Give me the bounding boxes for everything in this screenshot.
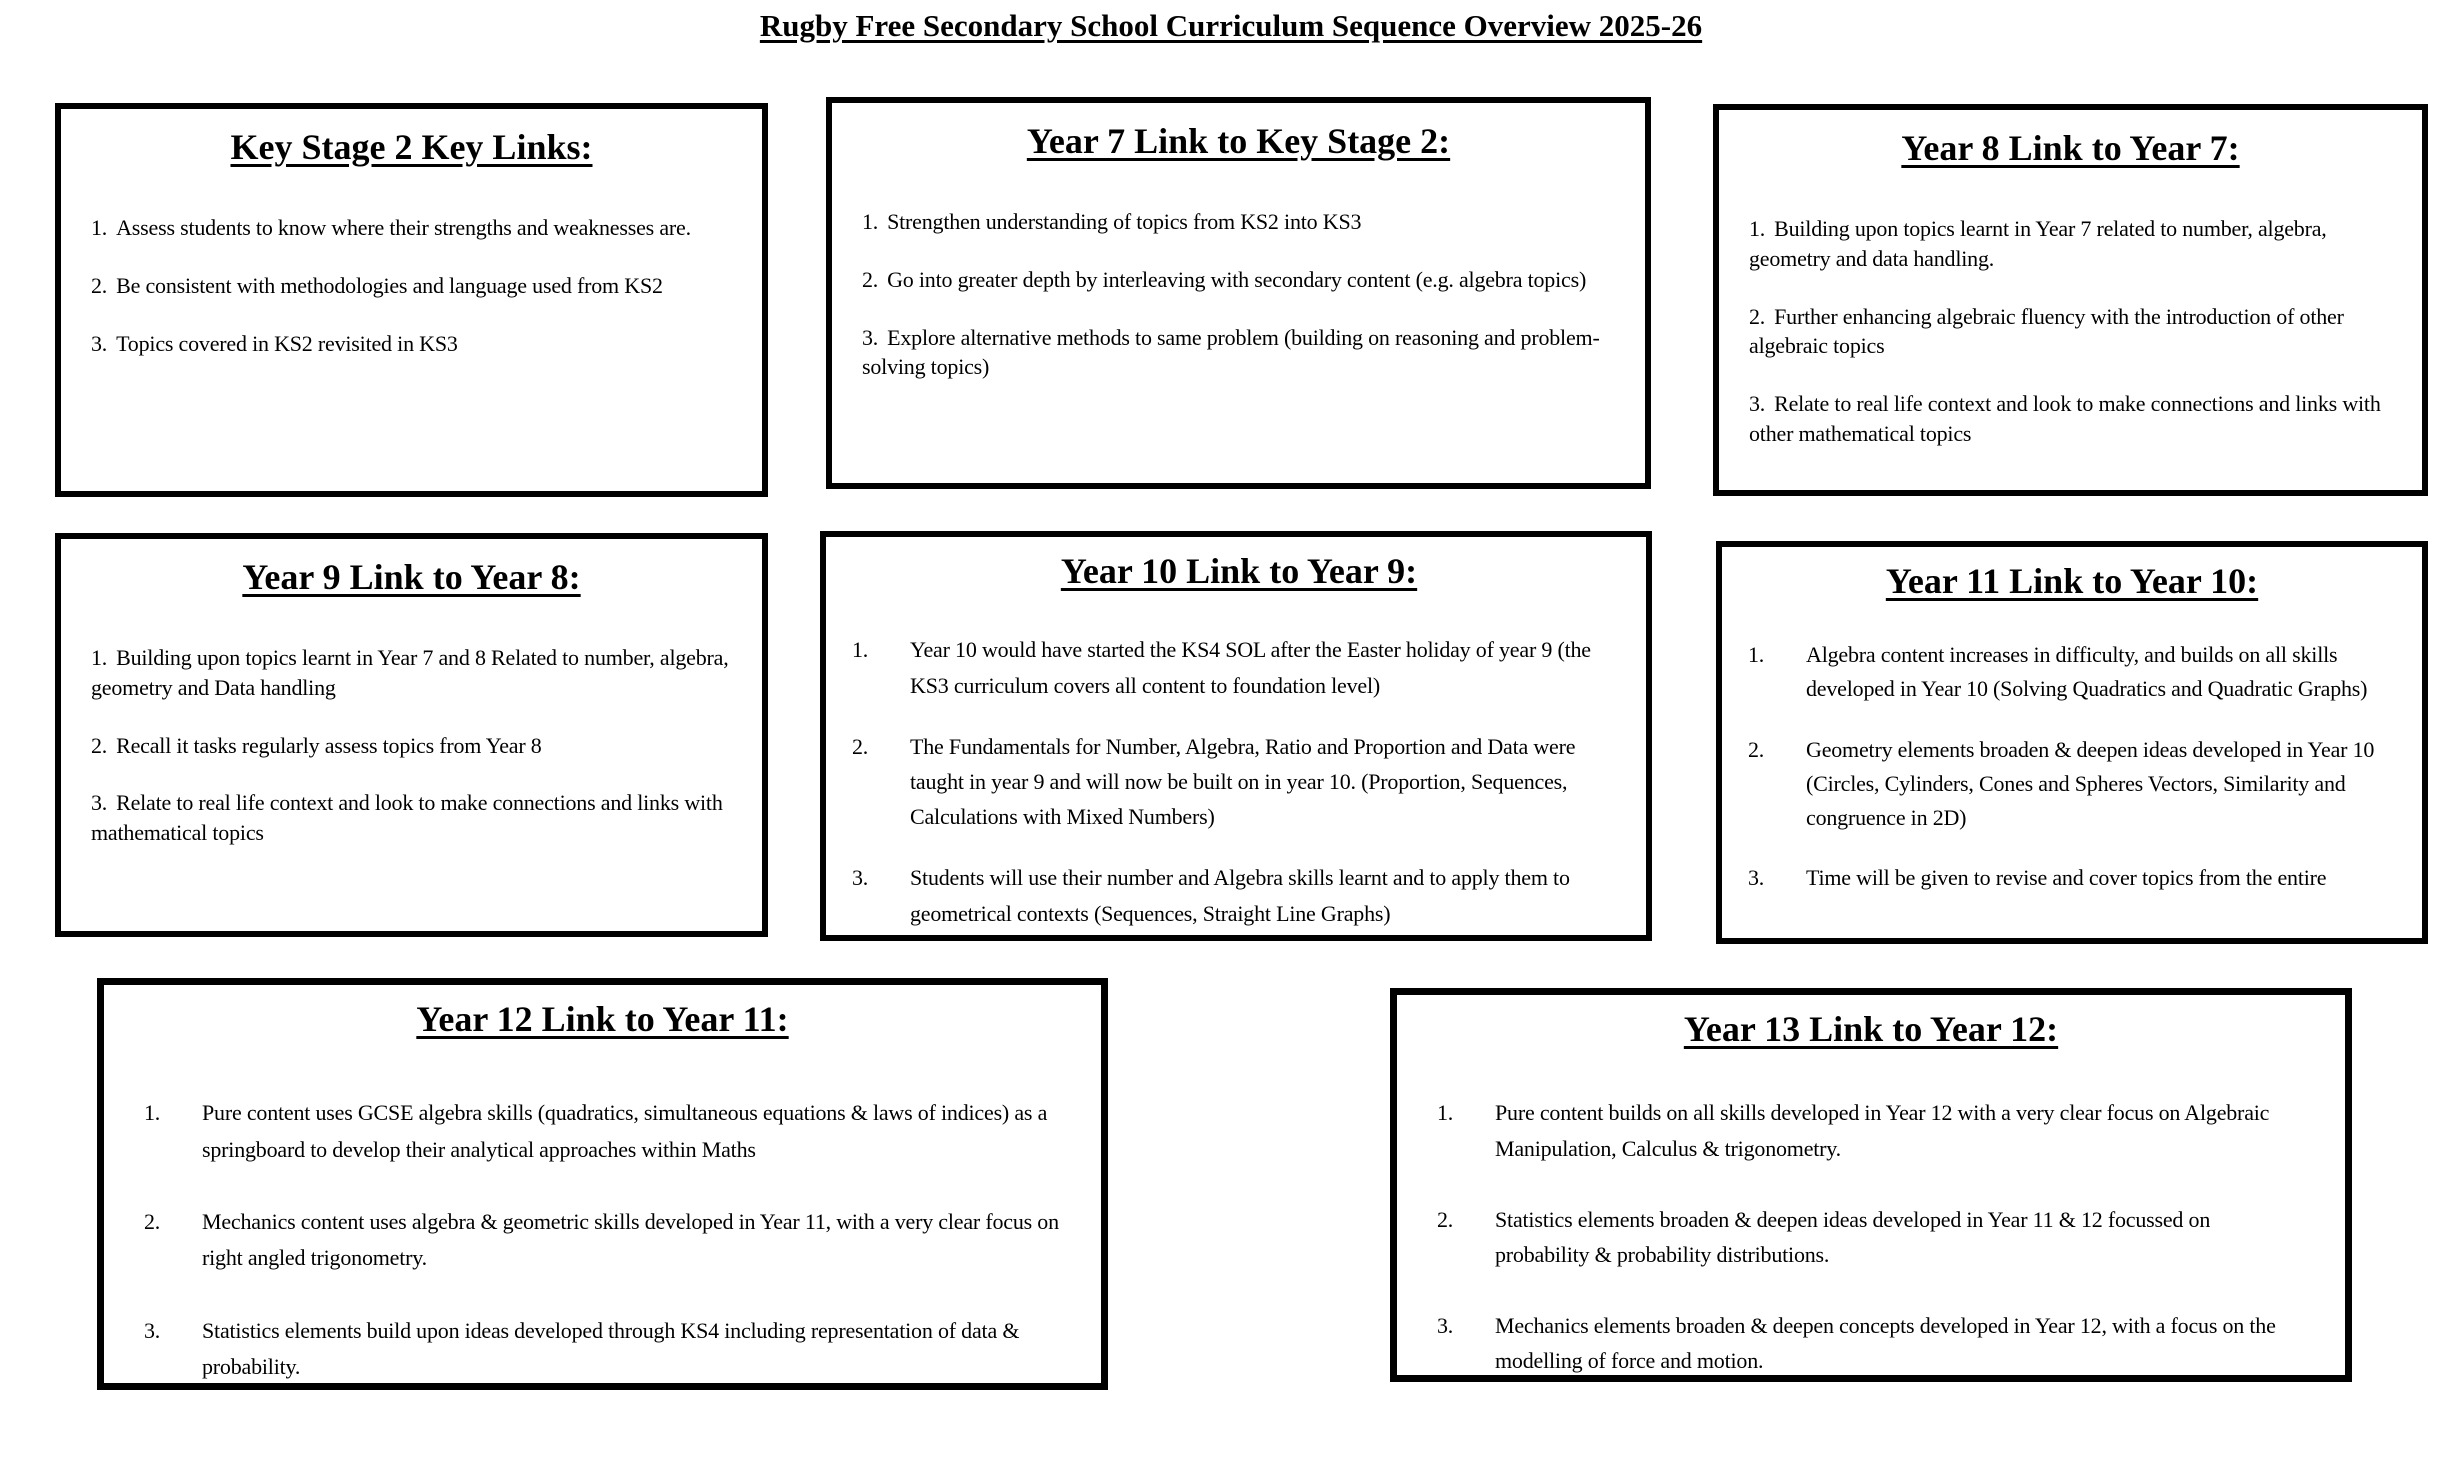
item-text: Topics covered in KS2 revisited in KS3 <box>116 330 458 356</box>
item-text: Relate to real life context and look to make connections and links with other mathematical topics <box>1749 391 2381 446</box>
list-item-clipped <box>1748 861 2396 895</box>
list-item <box>91 213 732 243</box>
item-text: Assess students to know where their strengths and weaknesses are. <box>116 215 691 241</box>
list-item <box>91 329 732 359</box>
box-year-11-link-to-year-10 <box>1716 541 2428 944</box>
item-number: 3. <box>1748 864 1765 890</box>
list-item <box>1748 638 2396 706</box>
list-item <box>1749 389 2392 448</box>
list-item <box>1437 1202 2305 1272</box>
item-text: Further enhancing algebraic fluency with the introduction of other algebraic topics <box>1749 303 2344 359</box>
item-number: 1. <box>91 645 108 671</box>
list-item <box>1437 1095 2305 1165</box>
item-text: Mechanics content uses algebra & geometric skills developed in Year 11, with a very clear focus on right angled trigonometry. <box>202 1208 1059 1271</box>
item-text: Time will be given to revise and cover topics from the entire <box>1806 864 2327 890</box>
box-year-12-link-to-year-11 <box>97 978 1108 1390</box>
item-text: Recall it tasks regularly assess topics from Year 8 <box>116 732 542 758</box>
list-item <box>862 265 1615 295</box>
item-text: Mechanics elements broaden & deepen concepts developed in Year 12, with a focus on the modelling of force and motion. <box>1495 1313 2276 1374</box>
list-item <box>1749 214 2392 273</box>
list-item <box>144 1204 1061 1277</box>
item-number: 3. <box>91 330 108 356</box>
list-item <box>1749 302 2392 361</box>
list-item <box>144 1313 1061 1386</box>
box-title-year-10: Year 10 Link to Year 9: <box>1060 551 1418 591</box>
box-title-year-12: Year 12 Link to Year 11: <box>416 999 789 1039</box>
box-title-year-7: Year 7 Link to Key Stage 2: <box>1026 121 1451 161</box>
item-text: Geometry elements broaden & deepen ideas developed in Year 10 (Circles, Cylinders, Cones and Spheres Vectors, Similarity and congruence in 2D) <box>1806 736 2375 830</box>
list-item <box>852 729 1626 835</box>
box-year-7-link-to-key-stage-2 <box>826 97 1651 489</box>
item-text: Explore alternative methods to same problem (building on reasoning and problem-solving topics) <box>862 324 1600 380</box>
item-number: 1. <box>144 1100 161 1126</box>
item-text: Go into greater depth by interleaving with secondary content (e.g. algebra topics) <box>887 267 1587 293</box>
list-item <box>91 271 732 301</box>
list-item <box>91 643 732 702</box>
item-number: 2. <box>91 273 108 299</box>
item-text: Year 10 would have started the KS4 SOL after the Easter holiday of year 9 (the KS3 curriculum covers all content to foundation level) <box>910 637 1591 698</box>
box-title-year-13: Year 13 Link to Year 12: <box>1683 1009 2059 1049</box>
item-number: 1. <box>1748 642 1765 668</box>
item-text: Building upon topics learnt in Year 7 and 8 Related to number, algebra, geometry and Data handling <box>91 645 729 701</box>
item-number: 3. <box>852 865 869 891</box>
list-item <box>1748 733 2396 835</box>
box-year-10-link-to-year-9 <box>820 531 1652 941</box>
item-number: 3. <box>1749 391 1766 417</box>
box-year-9-link-to-year-8 <box>55 533 768 937</box>
item-number: 2. <box>1437 1206 1454 1232</box>
item-number: 2. <box>862 267 879 293</box>
item-number: 2. <box>144 1208 161 1234</box>
item-text: Building upon topics learnt in Year 7 related to number, algebra, geometry and data handling. <box>1749 216 2327 272</box>
item-text: Pure content uses GCSE algebra skills (quadratics, simultaneous equations & laws of indices) as a springboard to develop their analytical approaches within Maths <box>202 1100 1048 1162</box>
box-title-year-8: Year 8 Link to Year 7: <box>1901 128 2240 168</box>
item-text: Students will use their number and Algebra skills learnt and to apply them to geometrical contexts (Sequences, Straight Line Graphs) <box>910 865 1570 926</box>
list-item <box>91 788 732 847</box>
box-title-key-stage-2: Key Stage 2 Key Links: <box>230 127 593 167</box>
box-year-8-link-to-year-7 <box>1713 104 2428 496</box>
item-number: 2. <box>852 733 869 759</box>
list-item <box>852 632 1626 702</box>
list-item <box>862 207 1615 237</box>
item-text: The Fundamentals for Number, Algebra, Ratio and Proportion and Data were taught in year 9 and will now be built on in year 10. (Proportion, Sequences, Calculations with Mixed Numbers) <box>910 733 1576 830</box>
item-text: Be consistent with methodologies and language used from KS2 <box>116 273 663 299</box>
item-text: Pure content builds on all skills developed in Year 12 with a very clear focus on Algebraic Manipulation, Calculus & trigonometry. <box>1495 1100 2270 1161</box>
item-number: 3. <box>91 790 108 816</box>
item-text: Statistics elements build upon ideas developed through KS4 including representation of data & probability. <box>202 1317 1020 1379</box>
item-number: 1. <box>852 637 869 663</box>
list-item <box>852 860 1626 930</box>
box-year-13-link-to-year-12 <box>1390 988 2352 1382</box>
item-number: 3. <box>144 1317 161 1343</box>
box-key-stage-2-key-links <box>55 103 768 497</box>
item-number: 1. <box>1749 216 1766 242</box>
item-number: 2. <box>91 732 108 758</box>
page-title: Rugby Free Secondary School Curriculum Sequence Overview 2025-26 <box>759 8 1703 43</box>
item-number: 1. <box>91 215 108 241</box>
item-number: 3. <box>1437 1313 1454 1339</box>
item-number: 2. <box>1749 303 1766 329</box>
list-item <box>144 1095 1061 1168</box>
box-title-year-9: Year 9 Link to Year 8: <box>242 557 581 597</box>
list-item <box>1437 1308 2305 1378</box>
list-item <box>862 323 1615 382</box>
item-text: Statistics elements broaden & deepen ideas developed in Year 11 & 12 focussed on probability & probability distributions. <box>1495 1206 2211 1267</box>
box-title-year-11: Year 11 Link to Year 10: <box>1885 561 2259 601</box>
item-number: 1. <box>862 209 879 235</box>
item-number: 1. <box>1437 1100 1454 1126</box>
item-text: Strengthen understanding of topics from KS2 into KS3 <box>887 209 1362 235</box>
item-number: 3. <box>862 324 879 350</box>
item-text: Algebra content increases in difficulty, and builds on all skills developed in Year 10 (Solving Quadratics and Quadratic Graphs) <box>1806 642 2368 702</box>
list-item <box>91 731 732 761</box>
item-number: 2. <box>1748 736 1765 762</box>
item-text: Relate to real life context and look to make connections and links with mathematical topics <box>91 790 723 846</box>
